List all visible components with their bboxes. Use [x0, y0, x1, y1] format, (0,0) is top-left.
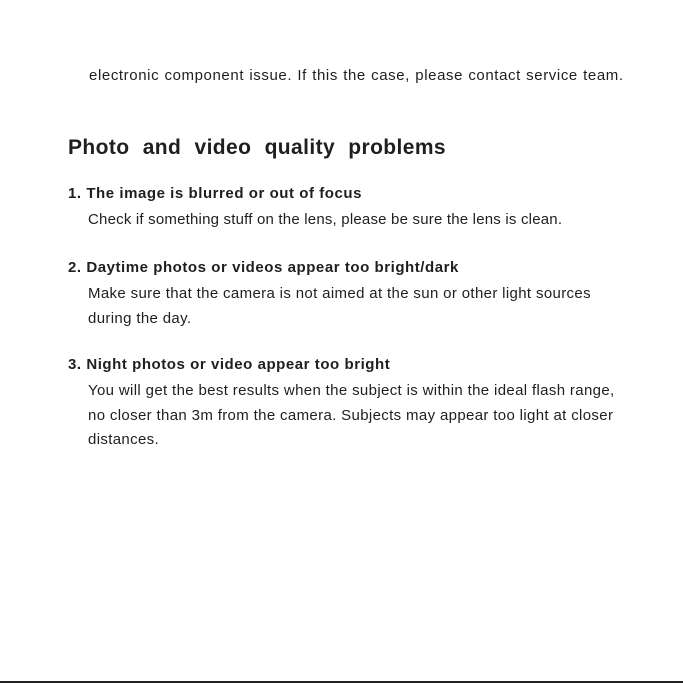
troubleshooting-item	[68, 258, 648, 331]
item-body: Check if something stuff on the lens, please be sure the lens is clean.	[88, 211, 563, 228]
item-body: Make sure that the camera is not aimed at the sun or other light sources during the day.	[88, 285, 591, 327]
item-heading: 1. The image is blurred or out of focus	[68, 185, 362, 202]
intro-paragraph: electronic component issue. If this the case, please contact service team.	[89, 67, 624, 84]
item-heading: 2. Daytime photos or videos appear too bright/dark	[68, 259, 459, 276]
troubleshooting-item	[68, 184, 648, 233]
troubleshooting-item	[68, 355, 648, 453]
item-heading: 3. Night photos or video appear too bright	[68, 356, 391, 373]
item-body: You will get the best results when the subject is within the ideal flash range, no closer than 3m from the camera. Subjects may appear too light at closer distances.	[88, 382, 615, 448]
section-title: Photo and video quality problems	[68, 136, 446, 159]
